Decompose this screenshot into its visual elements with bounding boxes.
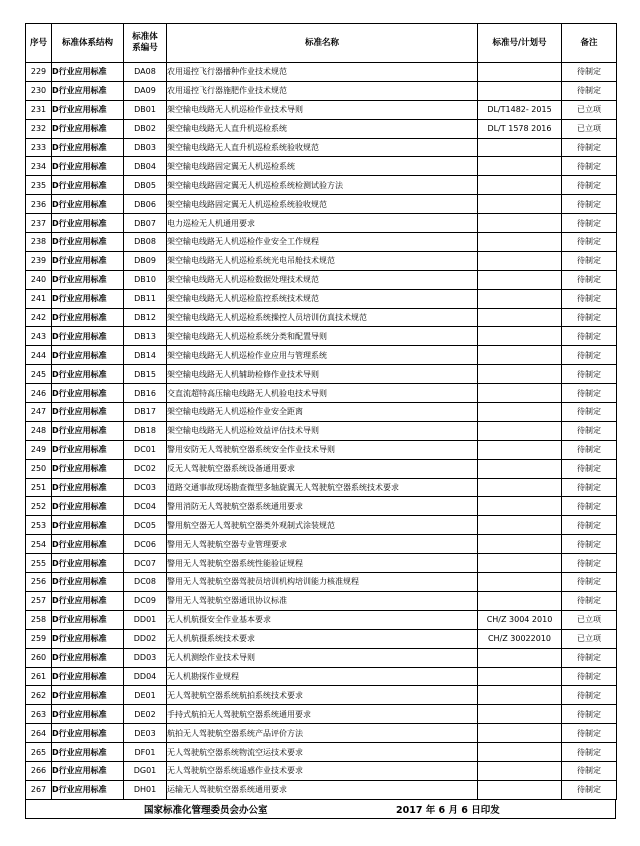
row-note: 待制定 [562, 743, 617, 762]
footer-issuer: 国家标准化管理委员会办公室 [144, 805, 268, 816]
row-number: 231 [26, 100, 52, 119]
row-standard-name: 无人机测绘作业技术导则 [167, 648, 478, 667]
table-row [26, 761, 617, 780]
header-code [124, 24, 167, 63]
row-number: 234 [26, 157, 52, 176]
row-note: 已立项 [562, 100, 617, 119]
row-code: DC05 [124, 516, 167, 535]
row-standard-number [478, 421, 562, 440]
row-note: 已立项 [562, 629, 617, 648]
row-standard-number [478, 233, 562, 252]
row-number: 245 [26, 365, 52, 384]
row-standard-name: 架空输电线路固定翼无人机巡检系统检测试验方法 [167, 176, 478, 195]
row-standard-number: CH/Z 3004 2010 [478, 610, 562, 629]
row-standard-number [478, 346, 562, 365]
row-note: 待制定 [562, 289, 617, 308]
row-code: DB11 [124, 289, 167, 308]
row-note: 待制定 [562, 648, 617, 667]
row-structure: D行业应用标准 [52, 686, 124, 705]
row-number: 241 [26, 289, 52, 308]
row-structure: D行业应用标准 [52, 554, 124, 573]
row-structure: D行业应用标准 [52, 516, 124, 535]
row-number: 248 [26, 421, 52, 440]
row-structure: D行业应用标准 [52, 478, 124, 497]
standards-table [25, 23, 617, 800]
row-code: DD04 [124, 667, 167, 686]
row-note: 待制定 [562, 403, 617, 422]
row-code: DE03 [124, 724, 167, 743]
row-structure: D行业应用标准 [52, 421, 124, 440]
row-number: 243 [26, 327, 52, 346]
table-row [26, 81, 617, 100]
row-standard-name: 架空输电线路无人机巡检效益评估技术导则 [167, 421, 478, 440]
row-standard-number [478, 384, 562, 403]
row-note: 待制定 [562, 724, 617, 743]
table-row [26, 535, 617, 554]
row-code: DB04 [124, 157, 167, 176]
table-row [26, 157, 617, 176]
row-number: 251 [26, 478, 52, 497]
row-code: DB13 [124, 327, 167, 346]
table-row [26, 195, 617, 214]
row-structure: D行业应用标准 [52, 780, 124, 799]
row-standard-name: 手持式航拍无人驾驶航空器系统通用要求 [167, 705, 478, 724]
header-number: 标准号/计划号 [478, 24, 562, 63]
table-row [26, 610, 617, 629]
row-structure: D行业应用标准 [52, 497, 124, 516]
table-row [26, 119, 617, 138]
header-structure: 标准体系结构 [52, 24, 124, 63]
row-number: 242 [26, 308, 52, 327]
row-number: 264 [26, 724, 52, 743]
row-number: 244 [26, 346, 52, 365]
row-standard-number [478, 459, 562, 478]
table-row [26, 516, 617, 535]
row-code: DD02 [124, 629, 167, 648]
row-standard-name: 架空输电线路无人机巡检系统操控人员培训仿真技术规范 [167, 308, 478, 327]
row-standard-number [478, 195, 562, 214]
table-row [26, 459, 617, 478]
row-code: DC04 [124, 497, 167, 516]
row-code: DB01 [124, 100, 167, 119]
row-standard-number [478, 214, 562, 233]
table-row [26, 743, 617, 762]
row-standard-number [478, 648, 562, 667]
row-number: 230 [26, 81, 52, 100]
row-standard-name: 警用无人驾驶航空器驾驶员培训机构培训能力核准规程 [167, 573, 478, 592]
row-number: 240 [26, 270, 52, 289]
row-code: DA08 [124, 63, 167, 82]
table-row [26, 233, 617, 252]
row-structure: D行业应用标准 [52, 440, 124, 459]
row-structure: D行业应用标准 [52, 157, 124, 176]
row-number: 256 [26, 573, 52, 592]
row-structure: D行业应用标准 [52, 403, 124, 422]
row-structure: D行业应用标准 [52, 648, 124, 667]
row-number: 232 [26, 119, 52, 138]
row-structure: D行业应用标准 [52, 535, 124, 554]
row-note: 已立项 [562, 610, 617, 629]
row-code: DB03 [124, 138, 167, 157]
row-standard-number [478, 138, 562, 157]
header-name: 标准名称 [167, 24, 478, 63]
row-number: 235 [26, 176, 52, 195]
row-standard-number [478, 573, 562, 592]
row-note: 待制定 [562, 573, 617, 592]
document-footer [25, 799, 616, 819]
header-no: 序号 [26, 24, 52, 63]
row-number: 258 [26, 610, 52, 629]
row-note: 待制定 [562, 251, 617, 270]
row-number: 255 [26, 554, 52, 573]
row-note: 待制定 [562, 459, 617, 478]
header-note: 备注 [562, 24, 617, 63]
row-standard-number [478, 667, 562, 686]
table-row [26, 573, 617, 592]
row-standard-name: 电力巡检无人机通用要求 [167, 214, 478, 233]
row-structure: D行业应用标准 [52, 270, 124, 289]
row-standard-number [478, 535, 562, 554]
row-number: 238 [26, 233, 52, 252]
table-row [26, 780, 617, 799]
row-standard-name: 架空输电线路无人机巡检系统分类和配置导则 [167, 327, 478, 346]
row-number: 247 [26, 403, 52, 422]
row-structure: D行业应用标准 [52, 308, 124, 327]
row-standard-name: 警用无人驾驶航空器系统性能验证规程 [167, 554, 478, 573]
row-standard-number [478, 403, 562, 422]
row-standard-name: 架空输电线路固定翼无人机巡检系统 [167, 157, 478, 176]
row-note: 待制定 [562, 195, 617, 214]
row-note: 待制定 [562, 270, 617, 289]
table-row [26, 214, 617, 233]
standards-page [25, 23, 616, 818]
row-structure: D行业应用标准 [52, 214, 124, 233]
row-note: 已立项 [562, 119, 617, 138]
row-number: 249 [26, 440, 52, 459]
row-standard-name: 架空输电线路无人机巡检系统光电吊舱技术规范 [167, 251, 478, 270]
row-note: 待制定 [562, 591, 617, 610]
row-code: DA09 [124, 81, 167, 100]
row-note: 待制定 [562, 535, 617, 554]
row-structure: D行业应用标准 [52, 610, 124, 629]
row-number: 266 [26, 761, 52, 780]
row-number: 250 [26, 459, 52, 478]
row-standard-number [478, 270, 562, 289]
row-standard-number [478, 157, 562, 176]
row-code: DF01 [124, 743, 167, 762]
row-code: DB06 [124, 195, 167, 214]
row-code: DB14 [124, 346, 167, 365]
row-standard-name: 农用遥控飞行器播种作业技术规范 [167, 63, 478, 82]
row-note: 待制定 [562, 327, 617, 346]
table-row [26, 63, 617, 82]
row-note: 待制定 [562, 157, 617, 176]
row-standard-name: 运输无人驾驶航空器系统通用要求 [167, 780, 478, 799]
row-structure: D行业应用标准 [52, 327, 124, 346]
row-standard-name: 警用无人驾驶航空器专业管理要求 [167, 535, 478, 554]
row-code: DH01 [124, 780, 167, 799]
row-standard-name: 架空输电线路无人机辅助检修作业技术导则 [167, 365, 478, 384]
row-number: 253 [26, 516, 52, 535]
table-row [26, 100, 617, 119]
row-number: 254 [26, 535, 52, 554]
row-note: 待制定 [562, 516, 617, 535]
row-standard-number [478, 705, 562, 724]
row-structure: D行业应用标准 [52, 176, 124, 195]
row-code: DC08 [124, 573, 167, 592]
table-row [26, 365, 617, 384]
row-structure: D行业应用标准 [52, 119, 124, 138]
row-number: 252 [26, 497, 52, 516]
row-standard-name: 无人机勘探作业规程 [167, 667, 478, 686]
footer-date: 2017 年 6 月 6 日印发 [396, 805, 500, 816]
row-note: 待制定 [562, 176, 617, 195]
row-code: DB17 [124, 403, 167, 422]
table-row [26, 629, 617, 648]
header-code-text: 标准体系编号 [132, 32, 158, 53]
row-standard-number [478, 516, 562, 535]
row-number: 257 [26, 591, 52, 610]
row-note: 待制定 [562, 554, 617, 573]
row-number: 233 [26, 138, 52, 157]
row-note: 待制定 [562, 421, 617, 440]
row-number: 237 [26, 214, 52, 233]
row-standard-name: 无人驾驶航空器系统物流空运技术要求 [167, 743, 478, 762]
row-number: 259 [26, 629, 52, 648]
row-standard-number: DL/T1482- 2015 [478, 100, 562, 119]
row-note: 待制定 [562, 780, 617, 799]
row-standard-name: 架空输电线路固定翼无人机巡检系统验收规范 [167, 195, 478, 214]
table-row [26, 176, 617, 195]
row-standard-number [478, 478, 562, 497]
row-code: DC07 [124, 554, 167, 573]
row-standard-name: 架空输电线路无人机巡检作业安全距离 [167, 403, 478, 422]
table-row [26, 478, 617, 497]
row-standard-number: DL/T 1578 2016 [478, 119, 562, 138]
row-structure: D行业应用标准 [52, 365, 124, 384]
row-code: DC02 [124, 459, 167, 478]
row-code: DB10 [124, 270, 167, 289]
row-structure: D行业应用标准 [52, 233, 124, 252]
row-code: DB02 [124, 119, 167, 138]
row-standard-number [478, 251, 562, 270]
row-code: DD03 [124, 648, 167, 667]
row-code: DE01 [124, 686, 167, 705]
row-standard-number [478, 780, 562, 799]
row-code: DB12 [124, 308, 167, 327]
row-number: 246 [26, 384, 52, 403]
row-code: DB07 [124, 214, 167, 233]
row-structure: D行业应用标准 [52, 289, 124, 308]
row-standard-name: 道路交通事故现场勘查微型多轴旋翼无人驾驶航空器系统技术要求 [167, 478, 478, 497]
row-code: DB09 [124, 251, 167, 270]
table-row [26, 384, 617, 403]
row-standard-name: 无人驾驶航空器系统遥感作业技术要求 [167, 761, 478, 780]
row-structure: D行业应用标准 [52, 761, 124, 780]
row-code: DG01 [124, 761, 167, 780]
row-note: 待制定 [562, 686, 617, 705]
row-number: 260 [26, 648, 52, 667]
row-standard-name: 农用遥控飞行器施肥作业技术规范 [167, 81, 478, 100]
row-code: DD01 [124, 610, 167, 629]
row-number: 261 [26, 667, 52, 686]
row-standard-name: 无人机航摄安全作业基本要求 [167, 610, 478, 629]
table-row [26, 667, 617, 686]
table-header-row [26, 24, 617, 63]
row-note: 待制定 [562, 478, 617, 497]
row-structure: D行业应用标准 [52, 346, 124, 365]
row-standard-number [478, 176, 562, 195]
table-row [26, 591, 617, 610]
row-code: DB08 [124, 233, 167, 252]
row-number: 239 [26, 251, 52, 270]
row-code: DB15 [124, 365, 167, 384]
table-row [26, 327, 617, 346]
row-standard-number [478, 743, 562, 762]
table-row [26, 648, 617, 667]
row-number: 265 [26, 743, 52, 762]
row-standard-number [478, 440, 562, 459]
row-structure: D行业应用标准 [52, 724, 124, 743]
row-standard-name: 架空输电线路无人机巡检数据处理技术规范 [167, 270, 478, 289]
row-note: 待制定 [562, 308, 617, 327]
row-number: 267 [26, 780, 52, 799]
row-standard-number [478, 554, 562, 573]
row-number: 236 [26, 195, 52, 214]
row-standard-number [478, 724, 562, 743]
table-row [26, 421, 617, 440]
row-standard-name: 警用消防无人驾驶航空器系统通用要求 [167, 497, 478, 516]
row-structure: D行业应用标准 [52, 629, 124, 648]
row-code: DC01 [124, 440, 167, 459]
row-standard-name: 架空输电线路无人直升机巡检系统 [167, 119, 478, 138]
row-code: DB05 [124, 176, 167, 195]
row-standard-number [478, 591, 562, 610]
row-standard-number [478, 686, 562, 705]
row-structure: D行业应用标准 [52, 573, 124, 592]
table-row [26, 308, 617, 327]
row-number: 262 [26, 686, 52, 705]
table-row [26, 289, 617, 308]
row-standard-name: 架空输电线路无人直升机巡检系统验收规范 [167, 138, 478, 157]
row-code: DC09 [124, 591, 167, 610]
row-standard-number: CH/Z 30022010 [478, 629, 562, 648]
row-note: 待制定 [562, 63, 617, 82]
row-standard-name: 反无人驾驶航空器系统设备通用要求 [167, 459, 478, 478]
row-structure: D行业应用标准 [52, 195, 124, 214]
row-structure: D行业应用标准 [52, 81, 124, 100]
row-note: 待制定 [562, 346, 617, 365]
row-structure: D行业应用标准 [52, 591, 124, 610]
row-standard-name: 航拍无人驾驶航空器系统产品评价方法 [167, 724, 478, 743]
row-standard-name: 无人驾驶航空器系统航拍系统技术要求 [167, 686, 478, 705]
row-standard-name: 交直流超特高压输电线路无人机验电技术导则 [167, 384, 478, 403]
row-note: 待制定 [562, 365, 617, 384]
row-standard-number [478, 365, 562, 384]
row-code: DB18 [124, 421, 167, 440]
row-structure: D行业应用标准 [52, 743, 124, 762]
row-standard-name: 架空输电线路无人机巡检作业安全工作规程 [167, 233, 478, 252]
row-note: 待制定 [562, 705, 617, 724]
row-standard-number [478, 81, 562, 100]
row-structure: D行业应用标准 [52, 251, 124, 270]
table-row [26, 251, 617, 270]
row-code: DE02 [124, 705, 167, 724]
row-note: 待制定 [562, 81, 617, 100]
row-standard-number [478, 761, 562, 780]
table-row [26, 724, 617, 743]
table-body [26, 63, 617, 800]
table-row [26, 346, 617, 365]
row-standard-name: 架空输电线路无人机巡检作业技术导则 [167, 100, 478, 119]
row-structure: D行业应用标准 [52, 63, 124, 82]
row-code: DC03 [124, 478, 167, 497]
row-note: 待制定 [562, 214, 617, 233]
row-standard-name: 架空输电线路无人机巡检作业应用与管理系统 [167, 346, 478, 365]
row-standard-name: 警用航空器无人驾驶航空器类外观制式涂装规范 [167, 516, 478, 535]
table-row [26, 440, 617, 459]
row-note: 待制定 [562, 233, 617, 252]
row-structure: D行业应用标准 [52, 459, 124, 478]
row-structure: D行业应用标准 [52, 667, 124, 686]
row-number: 263 [26, 705, 52, 724]
row-standard-number [478, 308, 562, 327]
table-row [26, 554, 617, 573]
row-standard-name: 无人机航摄系统技术要求 [167, 629, 478, 648]
table-row [26, 705, 617, 724]
row-note: 待制定 [562, 761, 617, 780]
row-standard-name: 警用安防无人驾驶航空器系统安全作业技术导则 [167, 440, 478, 459]
row-standard-number [478, 327, 562, 346]
row-note: 待制定 [562, 440, 617, 459]
row-standard-name: 警用无人驾驶航空器通讯协议标准 [167, 591, 478, 610]
row-standard-name: 架空输电线路无人机巡检监控系统技术规范 [167, 289, 478, 308]
table-row [26, 138, 617, 157]
row-standard-number [478, 289, 562, 308]
row-standard-number [478, 63, 562, 82]
row-structure: D行业应用标准 [52, 138, 124, 157]
row-standard-number [478, 497, 562, 516]
row-note: 待制定 [562, 138, 617, 157]
row-structure: D行业应用标准 [52, 705, 124, 724]
row-structure: D行业应用标准 [52, 100, 124, 119]
table-row [26, 686, 617, 705]
table-row [26, 497, 617, 516]
row-number: 229 [26, 63, 52, 82]
row-note: 待制定 [562, 497, 617, 516]
row-structure: D行业应用标准 [52, 384, 124, 403]
row-code: DC06 [124, 535, 167, 554]
table-row [26, 403, 617, 422]
row-note: 待制定 [562, 384, 617, 403]
row-note: 待制定 [562, 667, 617, 686]
row-code: DB16 [124, 384, 167, 403]
table-row [26, 270, 617, 289]
